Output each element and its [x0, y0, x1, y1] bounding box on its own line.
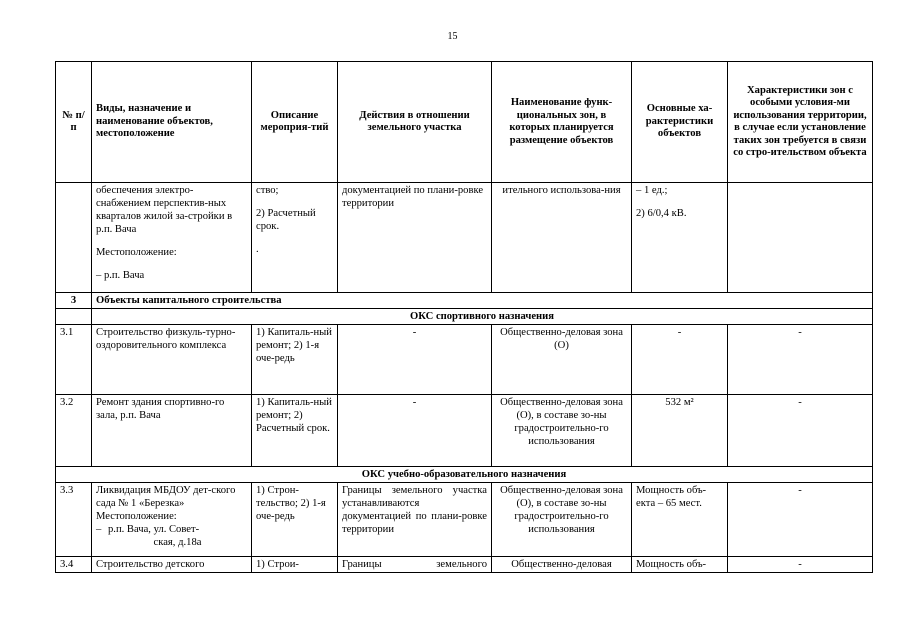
cell-actions: Границы земельного: [338, 557, 492, 573]
table-row: [56, 325, 873, 395]
cell-special-zones: -: [728, 483, 873, 557]
cell-num: 3.4: [56, 557, 92, 573]
types-line-1: Ликвидация МБДОУ дет-ского сада № 1 «Березка»: [96, 485, 236, 509]
cell-zones: Общественно-деловая зона (О), в составе зо-ны градостроительно-го использования: [492, 483, 632, 557]
cell-types: Строительство детского: [92, 557, 252, 573]
cell-special-zones: -: [728, 395, 873, 467]
cell-actions: -: [338, 325, 492, 395]
header-zones: Наименование функ-циональных зон, в которых планируется размещение объектов: [492, 62, 632, 183]
location-label: Местоположение:: [96, 247, 177, 258]
cell-actions: Границы земельного участка устанавливаются документацией по плани-ровке территории: [338, 483, 492, 557]
cell-description: 1) Капиталь-ный ремонт; 2) 1-я оче-редь: [252, 325, 338, 395]
cell-num: [56, 183, 92, 293]
cell-characteristics: 532 м²: [632, 395, 728, 467]
location-bullet: [96, 523, 247, 549]
cell-zones: Общественно-деловая зона (О): [492, 325, 632, 395]
cell-types: Строительство физкуль-турно-оздоровительного комплекса: [92, 325, 252, 395]
header-special-zones: Характеристики зон с особыми условия-ми использования территории, в случае если установление таких зон требуется в связи со стро-ительством объекта: [728, 62, 873, 183]
table-row-continuation: [56, 183, 873, 293]
subsection-row-sport: [56, 309, 873, 325]
characteristics-line-2: 2) 6/0,4 кВ.: [636, 208, 687, 219]
subsection-empty-cell: [56, 309, 92, 325]
bullet-dash: –: [96, 524, 102, 535]
page-number: 15: [447, 31, 458, 42]
header-num: № п/п: [56, 62, 92, 183]
subsection-title: ОКС спортивного назначения: [92, 309, 873, 325]
table-row: [56, 395, 873, 467]
subsection-row-edu: [56, 467, 873, 483]
types-line-2: Местоположение:: [96, 511, 177, 522]
cell-description: [252, 183, 338, 293]
subsection-title: ОКС учебно-образовательного назначения: [56, 467, 873, 483]
types-line-4: ская, д.18а: [153, 537, 202, 548]
cell-num: 3.3: [56, 483, 92, 557]
types-text: обеспечения электро-снабжением перспектив-ных кварталов жилой за-стройки в р.п. Вача: [96, 185, 233, 235]
cell-zones: ительного использова-ния: [492, 183, 632, 293]
characteristics-line-1: – 1 ед.;: [636, 185, 668, 196]
cell-types: Ремонт здания спортивно-го зала, р.п. Вача: [92, 395, 252, 467]
types-line-3: р.п. Вача, ул. Совет-: [108, 524, 200, 535]
cell-characteristics: Мощность объ-: [632, 557, 728, 573]
location-value: – р.п. Вача: [96, 270, 145, 281]
header-actions: Действия в отношении земельного участка: [338, 62, 492, 183]
cell-num: 3.1: [56, 325, 92, 395]
cell-actions: -: [338, 395, 492, 467]
section-num: 3: [56, 293, 92, 309]
section-row: [56, 293, 873, 309]
cell-special-zones: -: [728, 557, 873, 573]
description-line-2: 2) Расчетный срок.: [256, 208, 316, 232]
cell-zones: Общественно-деловая зона (О), в составе зо-ны градостроительно-го использования: [492, 395, 632, 467]
table-row: [56, 557, 873, 573]
header-characteristics: Основные ха-рактеристики объектов: [632, 62, 728, 183]
cell-zones: Общественно-деловая: [492, 557, 632, 573]
description-line-1: ство;: [256, 185, 279, 196]
cell-description: 1) Капиталь-ный ремонт; 2) Расчетный срок.: [252, 395, 338, 467]
cell-special-zones: [728, 183, 873, 293]
header-description: Описание мероприя-тий: [252, 62, 338, 183]
objects-table: [55, 61, 873, 573]
cell-types: [92, 483, 252, 557]
cell-description: 1) Строн-тельство; 2) 1-я оче-редь: [252, 483, 338, 557]
table-header-row: [56, 62, 873, 183]
cell-types: [92, 183, 252, 293]
section-title: Объекты капитального строительства: [92, 293, 873, 309]
description-line-3: .: [256, 244, 259, 255]
cell-special-zones: -: [728, 325, 873, 395]
header-types: Виды, назначение и наименование объектов, местоположение: [92, 62, 252, 183]
cell-num: 3.2: [56, 395, 92, 467]
cell-characteristics: Мощность объ-екта – 65 мест.: [632, 483, 728, 557]
table-row: [56, 483, 873, 557]
cell-actions: документацией по плани-ровке территории: [338, 183, 492, 293]
cell-description: 1) Строи-: [252, 557, 338, 573]
cell-characteristics: [632, 183, 728, 293]
cell-characteristics: -: [632, 325, 728, 395]
